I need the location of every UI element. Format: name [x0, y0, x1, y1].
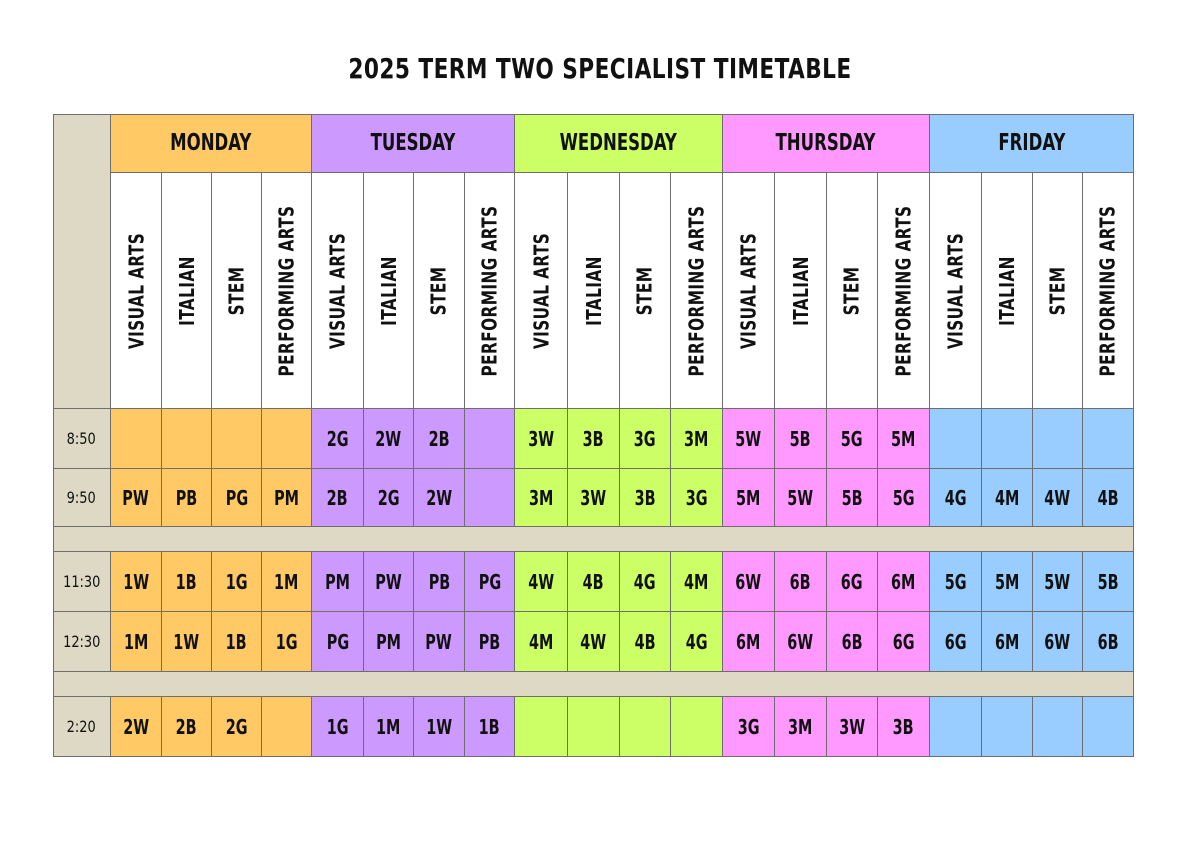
subject-header-italian: [775, 173, 827, 409]
class-code: 1M: [376, 714, 401, 739]
subject-label: ITALIAN: [788, 255, 813, 326]
class-cell: [364, 469, 414, 527]
class-cell: [878, 612, 930, 672]
empty-cell: [262, 697, 312, 757]
class-cell: [414, 612, 465, 672]
subject-header-stem: [1033, 173, 1083, 409]
class-cell: [827, 612, 878, 672]
empty-cell: [620, 697, 671, 757]
class-cell: [364, 697, 414, 757]
class-cell: [723, 469, 775, 527]
empty-cell: [111, 409, 162, 469]
empty-cell: [465, 409, 515, 469]
subject-label: PERFORMING ARTS: [684, 205, 709, 376]
class-code: 2G: [377, 485, 400, 510]
class-code: 3G: [685, 485, 708, 510]
subject-label: VISUAL ARTS: [124, 232, 148, 349]
class-code: 1B: [478, 714, 500, 739]
class-code: PW: [122, 485, 150, 510]
class-cell: [568, 469, 620, 527]
class-cell: [827, 469, 878, 527]
class-cell: [212, 469, 262, 527]
class-cell: [982, 612, 1033, 672]
class-cell: [212, 552, 262, 612]
class-code: 3G: [634, 426, 656, 451]
empty-cell: [1033, 697, 1083, 757]
class-code: 3W: [580, 485, 607, 510]
class-cell: [775, 697, 827, 757]
subject-header-stem: [827, 173, 878, 409]
class-code: PM: [376, 629, 401, 654]
class-code: 3W: [528, 426, 554, 451]
time-text: 8:50: [66, 429, 97, 448]
class-cell: [982, 552, 1033, 612]
class-code: 3M: [684, 426, 709, 451]
class-code: 2W: [375, 426, 402, 451]
class-code: 3W: [839, 714, 865, 739]
subject-header-italian: [568, 173, 620, 409]
class-cell: [465, 552, 515, 612]
class-code: 5M: [736, 485, 761, 510]
class-cell: [312, 612, 364, 672]
break-row: [53, 527, 1134, 552]
class-cell: [111, 469, 162, 527]
class-cell: [775, 409, 827, 469]
empty-cell: [465, 469, 515, 527]
subject-label: STEM: [633, 266, 658, 315]
class-cell: [162, 612, 212, 672]
subject-header-italian: [982, 173, 1033, 409]
class-code: 1B: [225, 629, 247, 654]
class-code: PB: [428, 569, 450, 594]
subject-header-visual-arts: [515, 173, 568, 409]
time-label: [53, 409, 111, 469]
timetable: [53, 114, 1134, 757]
class-cell: [930, 552, 982, 612]
class-cell: [671, 409, 723, 469]
class-cell: [1083, 469, 1134, 527]
empty-cell: [162, 409, 212, 469]
class-cell: [262, 469, 312, 527]
day-header-monday: [111, 114, 312, 173]
class-code: 4G: [685, 629, 708, 654]
class-code: PB: [175, 485, 198, 510]
class-cell: [364, 612, 414, 672]
subject-label: VISUAL ARTS: [943, 232, 968, 349]
class-code: 2G: [225, 714, 248, 739]
class-code: 1B: [175, 569, 197, 594]
class-cell: [312, 697, 364, 757]
empty-cell: [262, 409, 312, 469]
day-header-friday: [930, 114, 1134, 173]
class-cell: [262, 612, 312, 672]
class-code: 5B: [841, 485, 863, 510]
subject-header-performing-arts: [465, 173, 515, 409]
class-cell: [212, 612, 262, 672]
class-cell: [414, 409, 465, 469]
class-cell: [364, 552, 414, 612]
class-cell: [515, 469, 568, 527]
day-label: WEDNESDAY: [559, 130, 678, 156]
class-code: 6M: [891, 569, 916, 594]
subject-header-performing-arts: [878, 173, 930, 409]
empty-cell: [982, 697, 1033, 757]
class-cell: [515, 552, 568, 612]
class-code: 6G: [892, 629, 915, 654]
class-cell: [568, 552, 620, 612]
class-code: 4G: [944, 485, 967, 510]
class-code: 2G: [326, 426, 349, 451]
time-label: [53, 697, 111, 757]
day-label: THURSDAY: [775, 130, 877, 156]
class-cell: [515, 612, 568, 672]
class-code: 4B: [582, 569, 604, 594]
class-code: 6G: [841, 569, 863, 594]
class-code: 4W: [1044, 485, 1071, 510]
class-code: 2W: [123, 714, 149, 739]
class-code: 5G: [892, 485, 915, 510]
class-code: 1G: [326, 714, 349, 739]
class-cell: [1033, 469, 1083, 527]
class-cell: [162, 697, 212, 757]
subject-label: ITALIAN: [376, 255, 401, 326]
class-code: 4B: [634, 629, 656, 654]
subject-label: STEM: [224, 266, 249, 315]
class-code: 5M: [891, 426, 916, 451]
subject-label: STEM: [427, 266, 452, 315]
class-cell: [671, 612, 723, 672]
day-header-tuesday: [312, 114, 515, 173]
day-header-thursday: [723, 114, 930, 173]
subject-header-stem: [620, 173, 671, 409]
time-text: 9:50: [66, 488, 97, 507]
day-header-wednesday: [515, 114, 723, 173]
class-code: 5G: [944, 569, 967, 594]
class-cell: [515, 409, 568, 469]
class-code: 2B: [326, 485, 348, 510]
class-cell: [982, 469, 1033, 527]
class-code: 3B: [892, 714, 914, 739]
class-code: 3M: [528, 485, 554, 510]
class-cell: [262, 552, 312, 612]
class-cell: [465, 697, 515, 757]
day-label: FRIDAY: [998, 130, 1065, 156]
subject-label: ITALIAN: [174, 255, 199, 326]
class-code: PM: [274, 485, 299, 510]
subject-header-visual-arts: [312, 173, 364, 409]
class-code: 3B: [582, 426, 604, 451]
empty-cell: [671, 697, 723, 757]
empty-cell: [212, 409, 262, 469]
class-code: 5W: [735, 426, 762, 451]
class-code: PG: [225, 485, 248, 510]
class-cell: [775, 552, 827, 612]
class-code: 5W: [787, 485, 814, 510]
class-cell: [827, 552, 878, 612]
subject-header-stem: [212, 173, 262, 409]
class-code: 5B: [1097, 569, 1119, 594]
class-code: 4M: [684, 569, 709, 594]
class-cell: [1083, 552, 1134, 612]
class-code: PG: [326, 629, 349, 654]
class-code: 5M: [994, 569, 1020, 594]
subject-label: VISUAL ARTS: [325, 232, 350, 349]
class-code: 6G: [944, 629, 967, 654]
class-cell: [723, 697, 775, 757]
empty-cell: [515, 697, 568, 757]
class-code: 4W: [528, 569, 554, 594]
class-code: 3G: [737, 714, 760, 739]
class-cell: [568, 612, 620, 672]
class-cell: [827, 697, 878, 757]
class-code: 4M: [528, 629, 554, 654]
class-code: 6M: [994, 629, 1020, 654]
subject-label: PERFORMING ARTS: [477, 205, 502, 376]
class-cell: [111, 697, 162, 757]
class-code: 6W: [735, 569, 762, 594]
subject-label: VISUAL ARTS: [736, 232, 761, 349]
class-code: 5W: [1044, 569, 1071, 594]
class-code: 1G: [225, 569, 248, 594]
class-cell: [671, 552, 723, 612]
class-cell: [111, 612, 162, 672]
empty-cell: [568, 697, 620, 757]
class-cell: [312, 469, 364, 527]
class-cell: [568, 409, 620, 469]
class-code: 6W: [1044, 629, 1071, 654]
class-cell: [930, 469, 982, 527]
class-code: 1G: [275, 629, 298, 654]
class-cell: [671, 469, 723, 527]
class-cell: [878, 697, 930, 757]
class-cell: [878, 469, 930, 527]
class-cell: [364, 409, 414, 469]
class-code: 1W: [426, 714, 452, 739]
subject-header-visual-arts: [111, 173, 162, 409]
class-code: 6B: [841, 629, 863, 654]
class-code: 2W: [426, 485, 452, 510]
subject-header-stem: [414, 173, 465, 409]
class-code: PW: [375, 569, 402, 594]
class-code: 3B: [634, 485, 656, 510]
class-cell: [162, 469, 212, 527]
class-code: 4W: [580, 629, 607, 654]
class-code: 4B: [1097, 485, 1119, 510]
class-code: 4G: [634, 569, 656, 594]
empty-cell: [982, 409, 1033, 469]
class-code: 1M: [123, 629, 149, 654]
class-code: 3M: [788, 714, 813, 739]
subject-label: STEM: [840, 266, 865, 315]
class-code: 2B: [428, 426, 450, 451]
class-code: 6M: [736, 629, 761, 654]
subject-label: ITALIAN: [581, 255, 606, 326]
subject-header-performing-arts: [262, 173, 312, 409]
empty-cell: [930, 697, 982, 757]
subject-label: ITALIAN: [995, 255, 1020, 326]
class-cell: [775, 469, 827, 527]
time-text: 11:30: [62, 572, 101, 591]
class-code: 5G: [841, 426, 863, 451]
class-cell: [1033, 612, 1083, 672]
day-label: MONDAY: [170, 130, 252, 156]
subject-header-visual-arts: [723, 173, 775, 409]
empty-cell: [930, 409, 982, 469]
subject-header-performing-arts: [1083, 173, 1134, 409]
class-cell: [620, 409, 671, 469]
class-cell: [723, 409, 775, 469]
class-cell: [312, 552, 364, 612]
class-cell: [1083, 612, 1134, 672]
class-cell: [212, 697, 262, 757]
time-text: 12:30: [62, 632, 101, 651]
subject-header-visual-arts: [930, 173, 982, 409]
class-code: PM: [325, 569, 350, 594]
class-code: 1W: [123, 569, 149, 594]
class-cell: [878, 552, 930, 612]
class-cell: [775, 612, 827, 672]
time-text: 2:20: [66, 717, 97, 736]
subject-header-italian: [364, 173, 414, 409]
time-label: [53, 469, 111, 527]
class-code: 6B: [1097, 629, 1119, 654]
subject-label: VISUAL ARTS: [529, 232, 553, 349]
day-label: TUESDAY: [370, 130, 456, 156]
class-code: 5B: [789, 426, 811, 451]
class-cell: [878, 409, 930, 469]
class-cell: [111, 552, 162, 612]
class-code: 1M: [274, 569, 299, 594]
class-cell: [620, 612, 671, 672]
time-label: [53, 612, 111, 672]
class-cell: [312, 409, 364, 469]
class-cell: [414, 469, 465, 527]
break-row: [53, 672, 1134, 697]
subject-header-italian: [162, 173, 212, 409]
subject-label: PERFORMING ARTS: [1096, 205, 1120, 376]
empty-cell: [1083, 697, 1134, 757]
class-cell: [414, 697, 465, 757]
time-label: [53, 552, 111, 612]
class-code: 6B: [789, 569, 811, 594]
class-cell: [723, 612, 775, 672]
class-cell: [620, 469, 671, 527]
class-cell: [1033, 552, 1083, 612]
class-cell: [414, 552, 465, 612]
subject-header-performing-arts: [671, 173, 723, 409]
class-code: PG: [478, 569, 501, 594]
subject-label: STEM: [1045, 266, 1070, 315]
class-cell: [465, 612, 515, 672]
class-code: PW: [425, 629, 453, 654]
class-cell: [930, 612, 982, 672]
empty-cell: [1033, 409, 1083, 469]
corner-block: [53, 114, 111, 409]
page-title: 2025 TERM TWO SPECIALIST TIMETABLE: [348, 52, 852, 85]
subject-label: PERFORMING ARTS: [891, 205, 916, 376]
subject-label: PERFORMING ARTS: [274, 205, 299, 376]
class-cell: [162, 552, 212, 612]
class-cell: [723, 552, 775, 612]
class-code: 4M: [994, 485, 1020, 510]
class-code: 6W: [787, 629, 814, 654]
class-code: 1W: [173, 629, 200, 654]
class-code: PB: [478, 629, 501, 654]
class-cell: [827, 409, 878, 469]
empty-cell: [1083, 409, 1134, 469]
class-code: 2B: [175, 714, 197, 739]
class-cell: [620, 552, 671, 612]
